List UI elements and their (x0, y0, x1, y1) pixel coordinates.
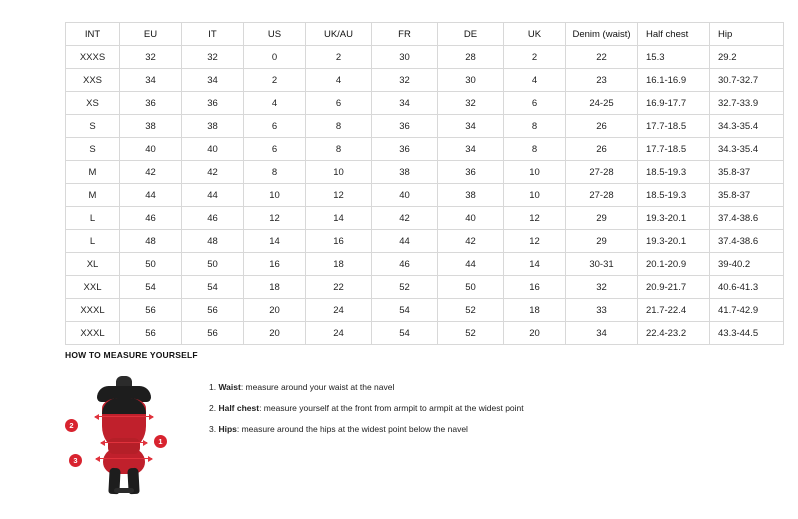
table-cell: 48 (182, 230, 244, 253)
table-cell: 37.4-38.6 (710, 207, 784, 230)
table-cell: 6 (306, 92, 372, 115)
table-cell: XXS (66, 69, 120, 92)
measure-note-term: Hips (218, 424, 237, 435)
table-cell: 29 (566, 230, 638, 253)
bullet-marker-1: 1 (154, 435, 167, 448)
table-cell: 17.7-18.5 (638, 138, 710, 161)
measure-note-term: Waist (218, 382, 241, 392)
column-header-uk-au: UK/AU (306, 23, 372, 46)
table-cell: 37.4-38.6 (710, 230, 784, 253)
measure-note-text: : measure yourself at the front from armpit to armpit at the widest point (259, 403, 524, 414)
table-cell: 15.3 (638, 46, 710, 69)
table-cell: 26 (566, 138, 638, 161)
table-cell: 0 (244, 46, 306, 69)
table-cell: 42 (372, 207, 438, 230)
table-cell: 34.3-35.4 (710, 115, 784, 138)
table-cell: 29.2 (710, 46, 784, 69)
table-cell: 10 (504, 161, 566, 184)
table-cell: 48 (120, 230, 182, 253)
table-cell: 28 (438, 46, 504, 69)
table-cell: 40 (438, 207, 504, 230)
column-header-denim-waist: Denim (waist) (566, 23, 638, 46)
measure-note (209, 424, 524, 434)
how-to-measure-section (65, 350, 745, 499)
table-cell: 8 (504, 138, 566, 161)
mannequin-icon (93, 376, 155, 496)
table-cell: 44 (182, 184, 244, 207)
table-cell: 6 (244, 138, 306, 161)
table-cell: 32.7-33.9 (710, 92, 784, 115)
table-cell: 34 (566, 322, 638, 345)
table-cell: 16.9-17.7 (638, 92, 710, 115)
table-row (66, 276, 784, 299)
table-cell: 16 (244, 253, 306, 276)
table-cell: 30 (438, 69, 504, 92)
table-cell: 20 (244, 299, 306, 322)
table-cell: 46 (182, 207, 244, 230)
measure-note-number: 1. (209, 382, 219, 392)
column-header-de: DE (438, 23, 504, 46)
table-cell: 8 (504, 115, 566, 138)
table-cell: 38 (182, 115, 244, 138)
table-cell: 30-31 (566, 253, 638, 276)
table-cell: 32 (182, 46, 244, 69)
table-cell: S (66, 115, 120, 138)
table-cell: 32 (120, 46, 182, 69)
table-row (66, 299, 784, 322)
table-cell: 12 (244, 207, 306, 230)
bullet-marker-2: 2 (65, 419, 78, 432)
table-cell: M (66, 184, 120, 207)
table-cell: 2 (244, 69, 306, 92)
table-cell: 36 (372, 115, 438, 138)
table-cell: 34.3-35.4 (710, 138, 784, 161)
table-cell: 6 (244, 115, 306, 138)
table-cell: XXXL (66, 322, 120, 345)
table-cell: 30.7-32.7 (710, 69, 784, 92)
table-cell: 52 (438, 299, 504, 322)
table-cell: 35.8-37 (710, 161, 784, 184)
table-row (66, 92, 784, 115)
table-cell: 40.6-41.3 (710, 276, 784, 299)
measure-notes-list (209, 374, 524, 446)
measure-note-term: Half chest (218, 403, 260, 414)
table-cell: 34 (438, 138, 504, 161)
table-cell: 41.7-42.9 (710, 299, 784, 322)
table-cell: 40 (120, 138, 182, 161)
table-cell: 40 (182, 138, 244, 161)
table-cell: 32 (438, 92, 504, 115)
table-cell: XXXS (66, 46, 120, 69)
table-cell: 18.5-19.3 (638, 161, 710, 184)
table-cell: XXL (66, 276, 120, 299)
table-cell: XXXL (66, 299, 120, 322)
table-cell: 52 (372, 276, 438, 299)
table-cell: 36 (372, 138, 438, 161)
table-cell: 36 (182, 92, 244, 115)
table-cell: 43.3-44.5 (710, 322, 784, 345)
table-cell: M (66, 161, 120, 184)
table-cell: 50 (120, 253, 182, 276)
table-cell: 30 (372, 46, 438, 69)
table-cell: 44 (372, 230, 438, 253)
size-conversion-table (65, 22, 784, 345)
table-cell: 8 (244, 161, 306, 184)
table-cell: 24 (306, 299, 372, 322)
table-cell: 18 (504, 299, 566, 322)
table-cell: 38 (120, 115, 182, 138)
table-cell: 34 (438, 115, 504, 138)
table-cell: 20.9-21.7 (638, 276, 710, 299)
column-header-half-chest: Half chest (638, 23, 710, 46)
table-row (66, 46, 784, 69)
table-cell: 50 (438, 276, 504, 299)
table-cell: 33 (566, 299, 638, 322)
table-cell: 20 (244, 322, 306, 345)
table-row (66, 207, 784, 230)
table-cell: 18 (244, 276, 306, 299)
table-cell: 18 (306, 253, 372, 276)
table-cell: 29 (566, 207, 638, 230)
table-cell: 19.3-20.1 (638, 230, 710, 253)
measurement-figure (65, 374, 195, 499)
measure-note-text: : measure around the hips at the widest point below the navel (236, 424, 468, 435)
column-header-it: IT (182, 23, 244, 46)
table-row (66, 184, 784, 207)
table-cell: 16 (504, 276, 566, 299)
measure-note-text: : measure around your waist at the navel (240, 382, 395, 392)
measure-note-number: 3. (209, 424, 219, 435)
table-cell: 34 (182, 69, 244, 92)
table-cell: XS (66, 92, 120, 115)
table-cell: 56 (120, 299, 182, 322)
table-cell: XL (66, 253, 120, 276)
table-cell: 17.7-18.5 (638, 115, 710, 138)
table-cell: 2 (306, 46, 372, 69)
table-cell: 20 (504, 322, 566, 345)
how-to-measure-body (65, 374, 745, 499)
table-cell: 4 (504, 69, 566, 92)
table-cell: 34 (372, 92, 438, 115)
table-cell: 22 (306, 276, 372, 299)
table-cell: 42 (438, 230, 504, 253)
table-cell: 10 (306, 161, 372, 184)
table-cell: 44 (120, 184, 182, 207)
table-cell: 46 (372, 253, 438, 276)
table-row (66, 322, 784, 345)
table-cell: 38 (372, 161, 438, 184)
table-cell: 56 (182, 322, 244, 345)
table-body (66, 46, 784, 345)
size-table-container (65, 22, 759, 345)
table-cell: 18.5-19.3 (638, 184, 710, 207)
table-cell: 32 (566, 276, 638, 299)
table-cell: 6 (504, 92, 566, 115)
table-cell: 4 (306, 69, 372, 92)
table-cell: 8 (306, 138, 372, 161)
table-cell: L (66, 230, 120, 253)
column-header-int: INT (66, 23, 120, 46)
table-cell: 2 (504, 46, 566, 69)
table-cell: 40 (372, 184, 438, 207)
column-header-hip: Hip (710, 23, 784, 46)
table-cell: 19.3-20.1 (638, 207, 710, 230)
table-cell: 36 (120, 92, 182, 115)
table-cell: 20.1-20.9 (638, 253, 710, 276)
column-header-us: US (244, 23, 306, 46)
table-header-row (66, 23, 784, 46)
table-row (66, 138, 784, 161)
table-cell: S (66, 138, 120, 161)
table-cell: 24-25 (566, 92, 638, 115)
table-cell: 16.1-16.9 (638, 69, 710, 92)
table-cell: 44 (438, 253, 504, 276)
table-cell: 36 (438, 161, 504, 184)
table-cell: 24 (306, 322, 372, 345)
table-cell: 26 (566, 115, 638, 138)
table-cell: 10 (244, 184, 306, 207)
table-row (66, 230, 784, 253)
table-cell: 12 (504, 207, 566, 230)
hips-arrow-icon (96, 458, 152, 459)
table-header (66, 23, 784, 46)
table-cell: 22.4-23.2 (638, 322, 710, 345)
table-cell: 14 (504, 253, 566, 276)
table-cell: 4 (244, 92, 306, 115)
table-cell: 14 (306, 207, 372, 230)
table-cell: 12 (306, 184, 372, 207)
column-header-fr: FR (372, 23, 438, 46)
table-cell: 27-28 (566, 161, 638, 184)
table-row (66, 115, 784, 138)
table-cell: 52 (438, 322, 504, 345)
bullet-marker-3: 3 (69, 454, 82, 467)
table-cell: 32 (372, 69, 438, 92)
table-cell: 14 (244, 230, 306, 253)
half-chest-arrow-icon (95, 416, 153, 417)
measure-note (209, 403, 524, 413)
table-cell: 8 (306, 115, 372, 138)
waist-arrow-icon (101, 442, 147, 443)
table-cell: L (66, 207, 120, 230)
table-cell: 56 (120, 322, 182, 345)
table-row (66, 69, 784, 92)
table-cell: 35.8-37 (710, 184, 784, 207)
table-cell: 16 (306, 230, 372, 253)
table-cell: 46 (120, 207, 182, 230)
table-cell: 27-28 (566, 184, 638, 207)
table-cell: 10 (504, 184, 566, 207)
table-cell: 42 (182, 161, 244, 184)
table-cell: 21.7-22.4 (638, 299, 710, 322)
table-row (66, 253, 784, 276)
measure-note-number: 2. (209, 403, 219, 414)
table-cell: 56 (182, 299, 244, 322)
table-cell: 54 (120, 276, 182, 299)
table-cell: 12 (504, 230, 566, 253)
column-header-eu: EU (120, 23, 182, 46)
table-cell: 54 (372, 322, 438, 345)
table-cell: 42 (120, 161, 182, 184)
table-cell: 22 (566, 46, 638, 69)
table-cell: 50 (182, 253, 244, 276)
how-to-measure-title: HOW TO MEASURE YOURSELF (65, 350, 198, 360)
table-cell: 34 (120, 69, 182, 92)
column-header-uk: UK (504, 23, 566, 46)
table-row (66, 161, 784, 184)
table-cell: 54 (182, 276, 244, 299)
table-cell: 23 (566, 69, 638, 92)
table-cell: 38 (438, 184, 504, 207)
table-cell: 39-40.2 (710, 253, 784, 276)
measure-note (209, 382, 524, 392)
table-cell: 54 (372, 299, 438, 322)
